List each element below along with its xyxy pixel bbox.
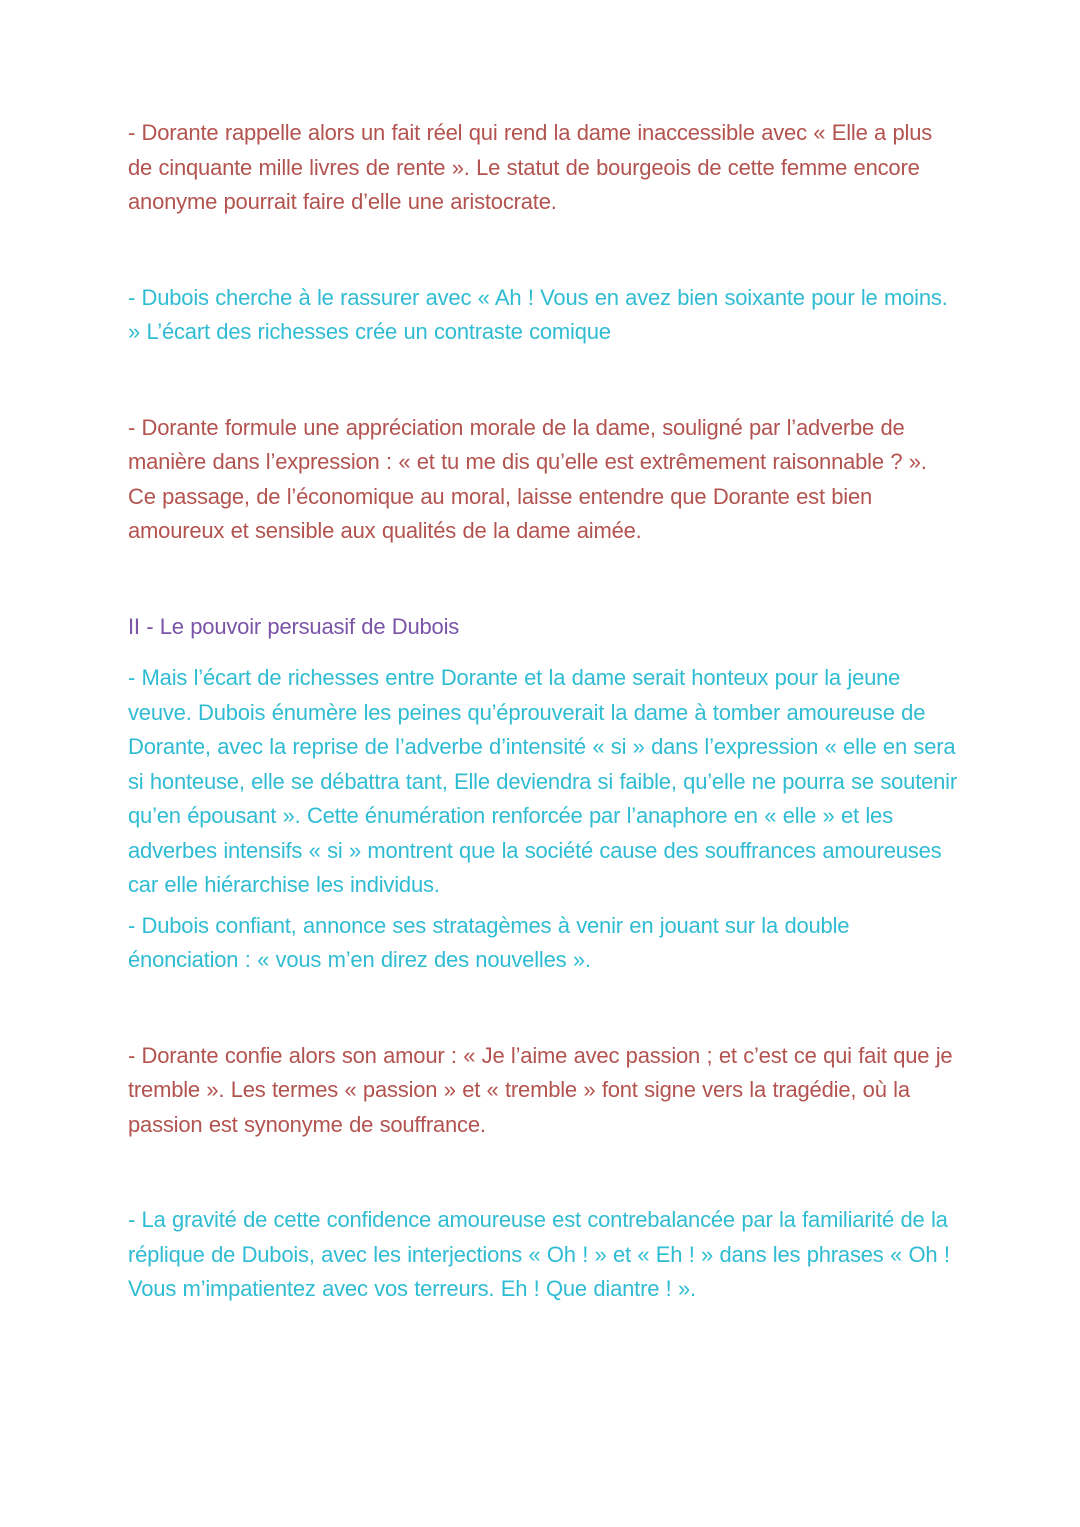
section-heading-pouvoir-persuasif-dubois: II - Le pouvoir persuasif de Dubois [128,613,460,639]
paragraph-dorante-appreciation-morale: - Dorante formule une appréciation morale de la dame, souligné par l’adverbe de manière dans l’expression : « et tu me dis qu’elle est extrêmement raisonnable ? ». Ce passage, de l’économique au moral, laisse entendre que Dorante est bien amoureux et sensible aux qualités de la dame aimée. [128,414,927,543]
paragraph-gravite-confidence-interjections: - La gravité de cette confidence amoureuse est contrebalancée par la familiarité de la réplique de Dubois, avec les interjections « Oh ! » et « Eh ! » dans les phrases « Oh ! Vous m’impatientez avec vos terreurs. Eh ! Que diantre ! ». [128,1207,950,1301]
paragraph-dubois-rassure: - Dubois cherche à le rassurer avec « Ah ! Vous en avez bien soixante pour le moins. » L’écart des richesses crée un contraste comique [128,284,948,344]
paragraph-dorante-confie-amour: - Dorante confie alors son amour : « Je l’aime avec passion ; et c’est ce qui fait que je tremble ». Les termes « passion » et « tremble » font signe vers la tragédie, où la passion est synonyme de souffrance. [128,1042,953,1137]
paragraph-dubois-confiant-stratagemes: - Dubois confiant, annonce ses stratagèmes à venir en jouant sur la double énonciation : « vous m’en direz des nouvelles ». [128,912,850,972]
paragraph-dorante-fait-reel: - Dorante rappelle alors un fait réel qui rend la dame inaccessible avec « Elle a plus de cinquante mille livres de rente ». Le statut de bourgeois de cette femme encore anonyme pourrait faire d’elle une aristocrate. [128,120,933,214]
paragraph-ecart-richesses-enumeration: - Mais l’écart de richesses entre Dorante et la dame serait honteux pour la jeune veuve. Dubois énumère les peines qu’éprouverait la dame à tomber amoureuse de Dorante, avec la reprise de l’adverbe d’intensité « si » dans l’expression « elle en sera si honteuse, elle se débattra tant, Elle deviendra si faible, qu’elle ne pourra se soutenir qu’en épousant ». Cette énumération renforcée par l’anaphore en « elle » et les adverbes intensifs « si » montrent que la société cause des souffrances amoureuses car elle hiérarchise les individus. [128,665,957,897]
